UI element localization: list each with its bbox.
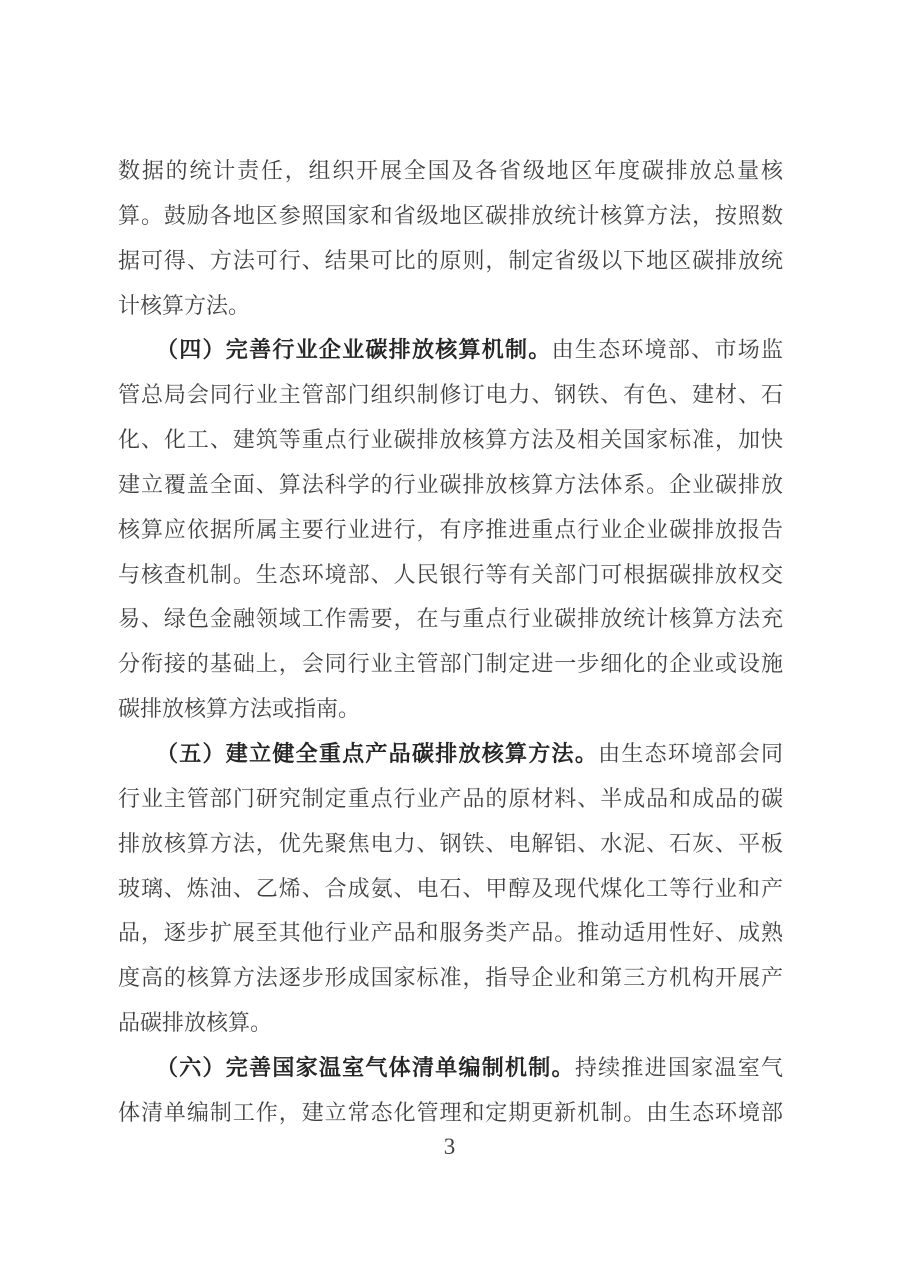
text-line: 管总局会同行业主管部门组织制修订电力、钢铁、有色、建材、石 — [118, 382, 783, 408]
body-text: 由生态环境部会同 — [598, 740, 783, 766]
text-line: 分衔接的基础上，会同行业主管部门制定进一步细化的企业或设施 — [118, 651, 783, 677]
text-line: 碳排放核算方法或指南。 — [118, 696, 361, 722]
text-line — [118, 1046, 783, 1091]
text-line: 化、化工、建筑等重点行业碳排放核算方法及相关国家标准，加快 — [118, 427, 783, 453]
document-body — [118, 149, 783, 1136]
text-line — [118, 328, 783, 373]
text-line: 易、绿色金融领域工作需要，在与重点行业碳排放统计核算方法充 — [118, 606, 783, 632]
page-number: 3 — [443, 1134, 456, 1159]
text-line: 玻璃、炼油、乙烯、合成氨、电石、甲醇及现代煤化工等行业和产 — [118, 875, 783, 901]
text-line: 建立覆盖全面、算法科学的行业碳排放核算方法体系。企业碳排放 — [118, 471, 783, 497]
section-heading: （六）完善国家温室气体清单编制机制。 — [156, 1054, 575, 1080]
section-heading: （四）完善行业企业碳排放核算机制。 — [156, 337, 552, 363]
text-line: 据可得、方法可行、结果可比的原则，制定省级以下地区碳排放统 — [118, 247, 783, 273]
section-heading: （五）建立健全重点产品碳排放核算方法。 — [156, 740, 599, 766]
text-line: 数据的统计责任，组织开展全国及各省级地区年度碳排放总量核 — [118, 158, 783, 183]
body-text: 由生态环境部、市场监 — [551, 337, 783, 363]
text-line: 排放核算方法，优先聚焦电力、钢铁、电解铝、水泥、石灰、平板 — [118, 830, 783, 856]
text-line: 品碳排放核算。 — [118, 1010, 273, 1036]
text-line: 度高的核算方法逐步形成国家标准，指导企业和第三方机构开展产 — [118, 965, 783, 991]
text-line: 核算应依据所属主要行业进行，有序推进重点行业企业碳排放报告 — [118, 516, 783, 542]
text-line: 行业主管部门研究制定重点行业产品的原材料、半成品和成品的碳 — [118, 785, 783, 811]
body-text: 持续推进国家温室气 — [574, 1054, 783, 1080]
text-line: 品，逐步扩展至其他行业产品和服务类产品。推动适用性好、成熟 — [118, 920, 783, 946]
text-line: 算。鼓励各地区参照国家和省级地区碳排放统计核算方法，按照数 — [118, 202, 783, 228]
text-line — [118, 732, 783, 777]
text-line: 计核算方法。 — [118, 292, 251, 318]
text-line: 体清单编制工作，建立常态化管理和定期更新机制。由生态环境部 — [118, 1099, 783, 1125]
text-line: 与核查机制。生态环境部、人民银行等有关部门可根据碳排放权交 — [118, 561, 783, 587]
